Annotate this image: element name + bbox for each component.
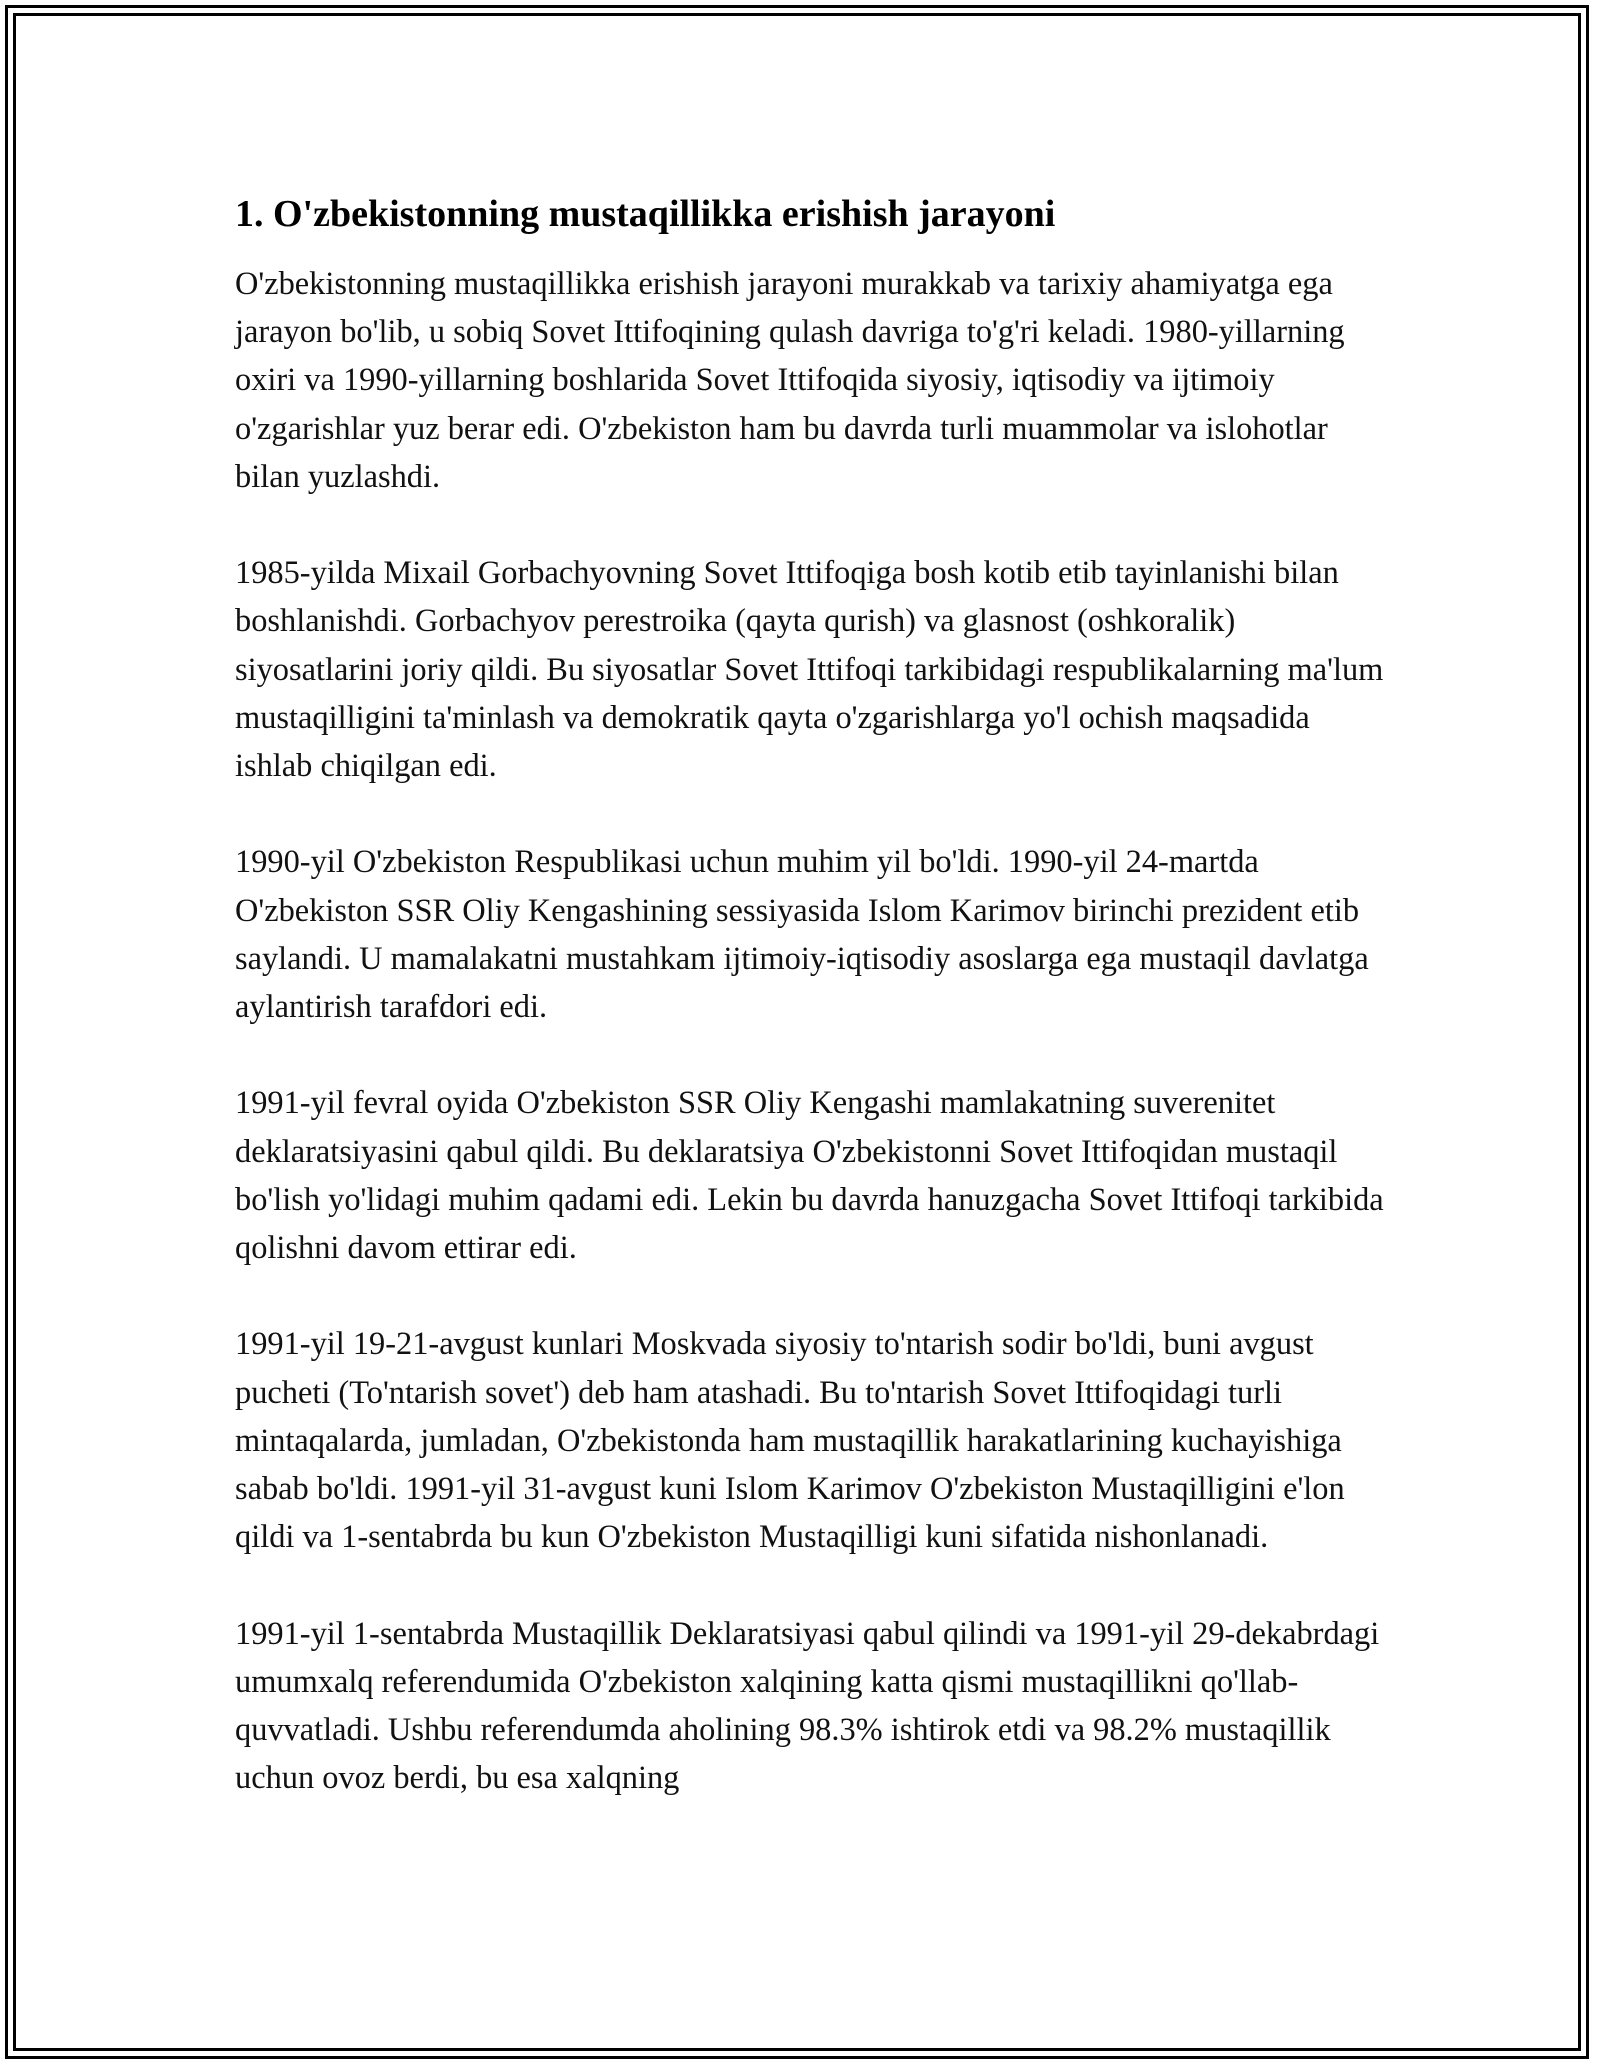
paragraph-1: O'zbekistonning mustaqillikka erishish jarayoni murakkab va tarixiy ahamiyatga ega jarayon bo'lib, u sobiq Sovet Ittifoqining qulash davriga to'g'ri keladi. 1980-yillarning oxiri va 1990-yillarning boshlarida Sovet Ittifoqida siyosiy, iqtisodiy va ijtimoiy o'zgarishlar yuz berar edi. O'zbekiston ham bu davrda turli muammolar va islohotlar bilan yuzlashdi.: [235, 266, 1345, 495]
paragraph-3: 1990-yil O'zbekiston Respublikasi uchun muhim yil bo'ldi. 1990-yil 24-martda O'zbekiston SSR Oliy Kengashining sessiyasida Islom Karimov birinchi prezident etib saylandi. U mamalakatni mustahkam ijtimoiy-iqtisodiy asoslarga ega mustaqil davlatga aylantirish tarafdori edi.: [235, 844, 1369, 1026]
paragraph-4: 1991-yil fevral oyida O'zbekiston SSR Oliy Kengashi mamlakatning suverenitet deklaratsiyasini qabul qildi. Bu deklaratsiya O'zbekistonni Sovet Ittifoqidan mustaqil bo'lish yo'lidagi muhim qadami edi. Lekin bu davrda hanuzgacha Sovet Ittifoqi tarkibida qolishni davom ettirar edi.: [235, 1085, 1384, 1267]
paragraph-6: 1991-yil 1-sentabrda Mustaqillik Deklaratsiyasi qabul qilindi va 1991-yil 29-dekabrdagi umumxalq referendumida O'zbekiston xalqining katta qismi mustaqillikni qo'llab-quvvatladi. Ushbu referendumda aholining 98.3% ishtirok etdi va 98.2% mustaqillik uchun ovoz berdi, bu esa xalqning: [235, 1615, 1380, 1797]
section-heading: 1. O'zbekistonning mustaqillikka erishish jarayoni: [235, 193, 1056, 235]
paragraph-5: 1991-yil 19-21-avgust kunlari Moskvada siyosiy to'ntarish sodir bo'ldi, buni avgust pucheti (To'ntarish sovet') deb ham atashadi. Bu to'ntarish Sovet Ittifoqidagi turli mintaqalarda, jumladan, O'zbekistonda ham mustaqillik harakatlarining kuchayishiga sabab bo'ldi. 1991-yil 31-avgust kuni Islom Karimov O'zbekiston Mustaqilligini e'lon qildi va 1-sentabrda bu kun O'zbekiston Mustaqilligi kuni sifatida nishonlanadi.: [235, 1326, 1345, 1556]
document-body: [235, 186, 1385, 1851]
paragraph-2: 1985-yilda Mixail Gorbachyovning Sovet Ittifoqiga bosh kotib etib tayinlanishi bilan boshlanishdi. Gorbachyov perestroika (qayta qurish) va glasnost (oshkoralik) siyosatlarini joriy qildi. Bu siyosatlar Sovet Ittifoqi tarkibidagi respublikalarning ma'lum mustaqilligini ta'minlash va demokratik qayta o'zgarishlarga yo'l ochish maqsadida ishlab chiqilgan edi.: [235, 555, 1384, 785]
